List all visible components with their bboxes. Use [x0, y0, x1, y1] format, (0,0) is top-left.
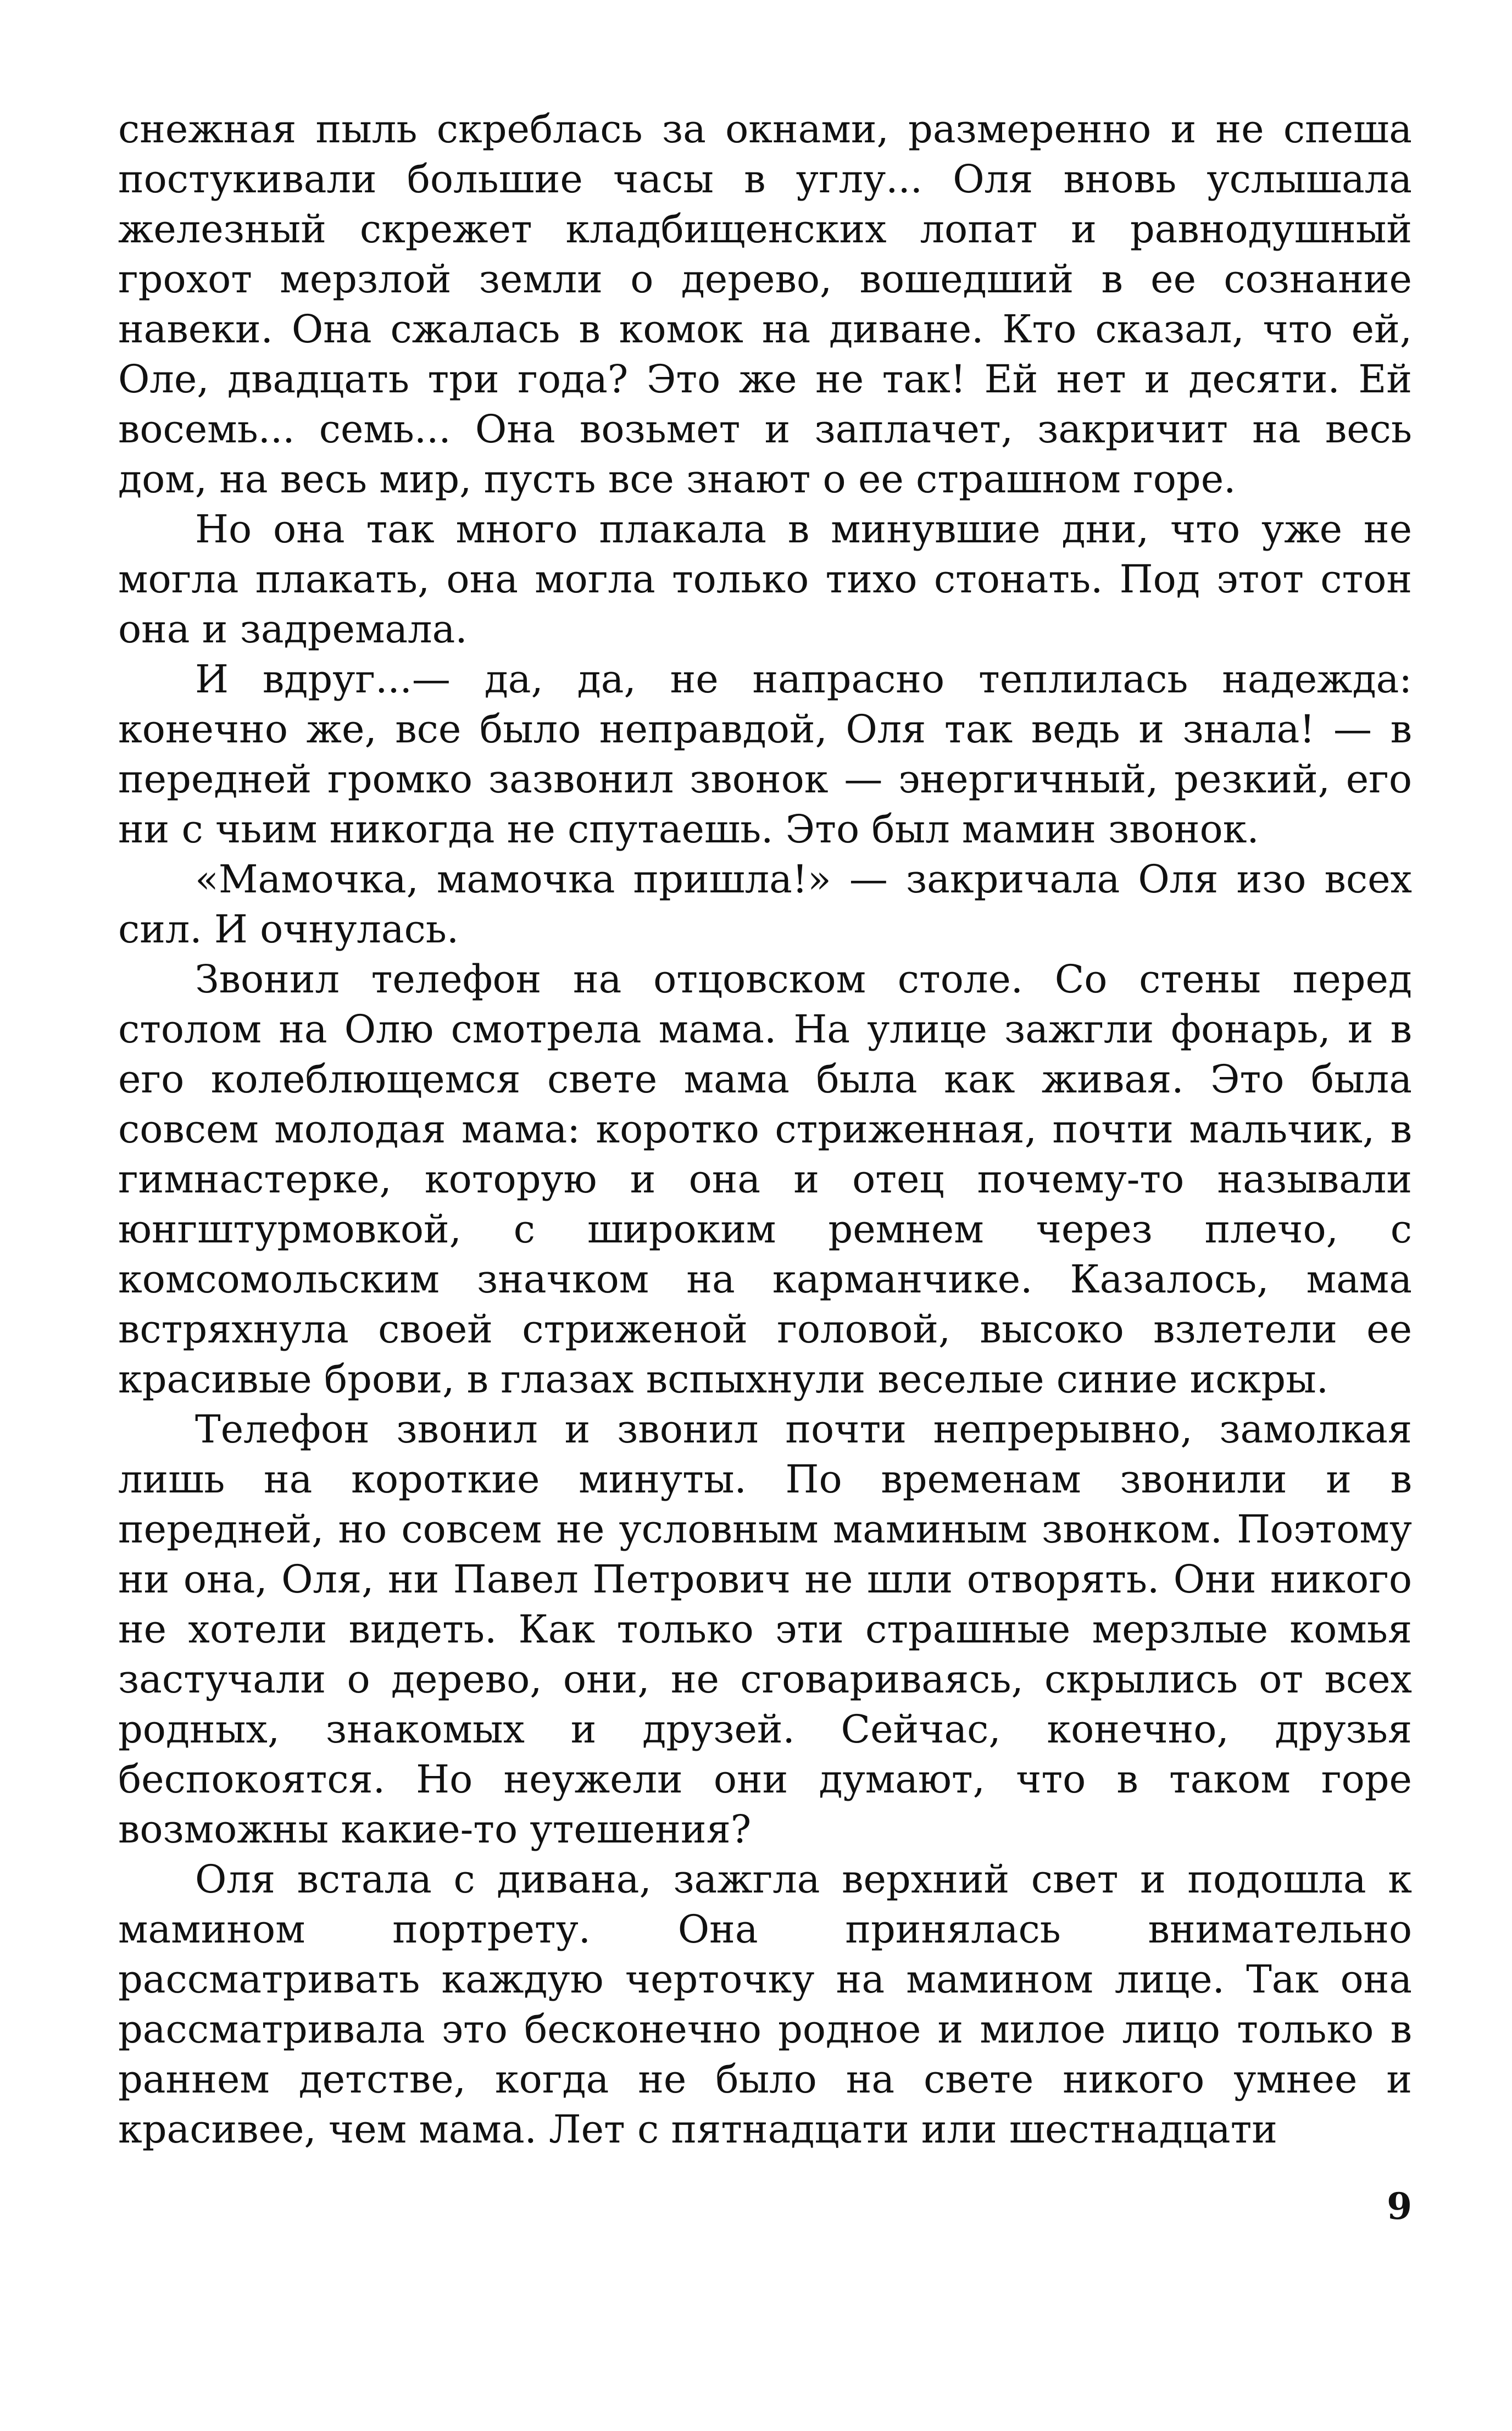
paragraph-7: Оля встала с дивана, зажгла верхний свет и подошла к мамином портрету. Она принялась внимательно рассматривать каждую черточку на мамином лице. Так она рассматривала это бесконечно родное и милое лицо только в раннем детстве, когда не было на свете никого умнее и красивее, чем мама. Лет с пятнадцати или шестнадцати [118, 1857, 1412, 2152]
paragraph-2: Но она так много плакала в минувшие дни, что уже не могла плакать, она могла только тихо стонать. Под этот стон она и задремала. [118, 507, 1412, 652]
paragraph-1: снежная пыль скреблась за окнами, размеренно и не спеша постукивали большие часы в углу... Оля вновь услышала железный скрежет кладбищенских лопат и равнодушный грохот мерзлой земли о дерево, вошедший в ее сознание навеки. Она сжалась в комок на диване. Кто сказал, что ей, Оле, двадцать три года? Это же не так! Ей нет и десяти. Ей восемь... семь... Она возьмет и заплачет, закричит на весь дом, на весь мир, пусть все знают о ее страшном горе. [118, 107, 1412, 502]
page-number: 9 [1387, 2185, 1412, 2228]
paragraph-4: «Мамочка, мамочка пришла!» — закричала Оля изо всех сил. И очнулась. [118, 857, 1412, 952]
page-text [118, 104, 1412, 2155]
paragraph-5: Звонил телефон на отцовском столе. Со стены перед столом на Олю смотрела мама. На улице зажгли фонарь, и в его колеблющемся свете мама была как живая. Это была совсем молодая мама: коротко стриженная, почти мальчик, в гимнастерке, которую и она и отец почему-то называли юнгштурмовкой, с широким ремнем через плечо, с комсомольским значком на карманчике. Казалось, мама встряхнула своей стриженой головой, высоко взлетели ее красивые брови, в глазах вспыхнули веселые синие искры. [118, 957, 1412, 1402]
paragraph-6: Телефон звонил и звонил почти непрерывно, замолкая лишь на короткие минуты. По временам звонили и в передней, но совсем не условным маминым звонком. Поэтому ни она, Оля, ни Павел Петрович не шли отворять. Они никого не хотели видеть. Как только эти страшные мерзлые комья застучали о дерево, они, не сговариваясь, скрылись от всех родных, знакомых и друзей. Сейчас, конечно, друзья беспокоятся. Но неужели они думают, что в таком горе возможны какие-то утешения? [118, 1407, 1412, 1852]
paragraph-3: И вдруг...— да, да, не напрасно теплилась надежда: конечно же, все было неправдой, Оля так ведь и знала! — в передней громко зазвонил звонок — энергичный, резкий, его ни с чьим никогда не спутаешь. Это был мамин звонок. [118, 657, 1412, 852]
